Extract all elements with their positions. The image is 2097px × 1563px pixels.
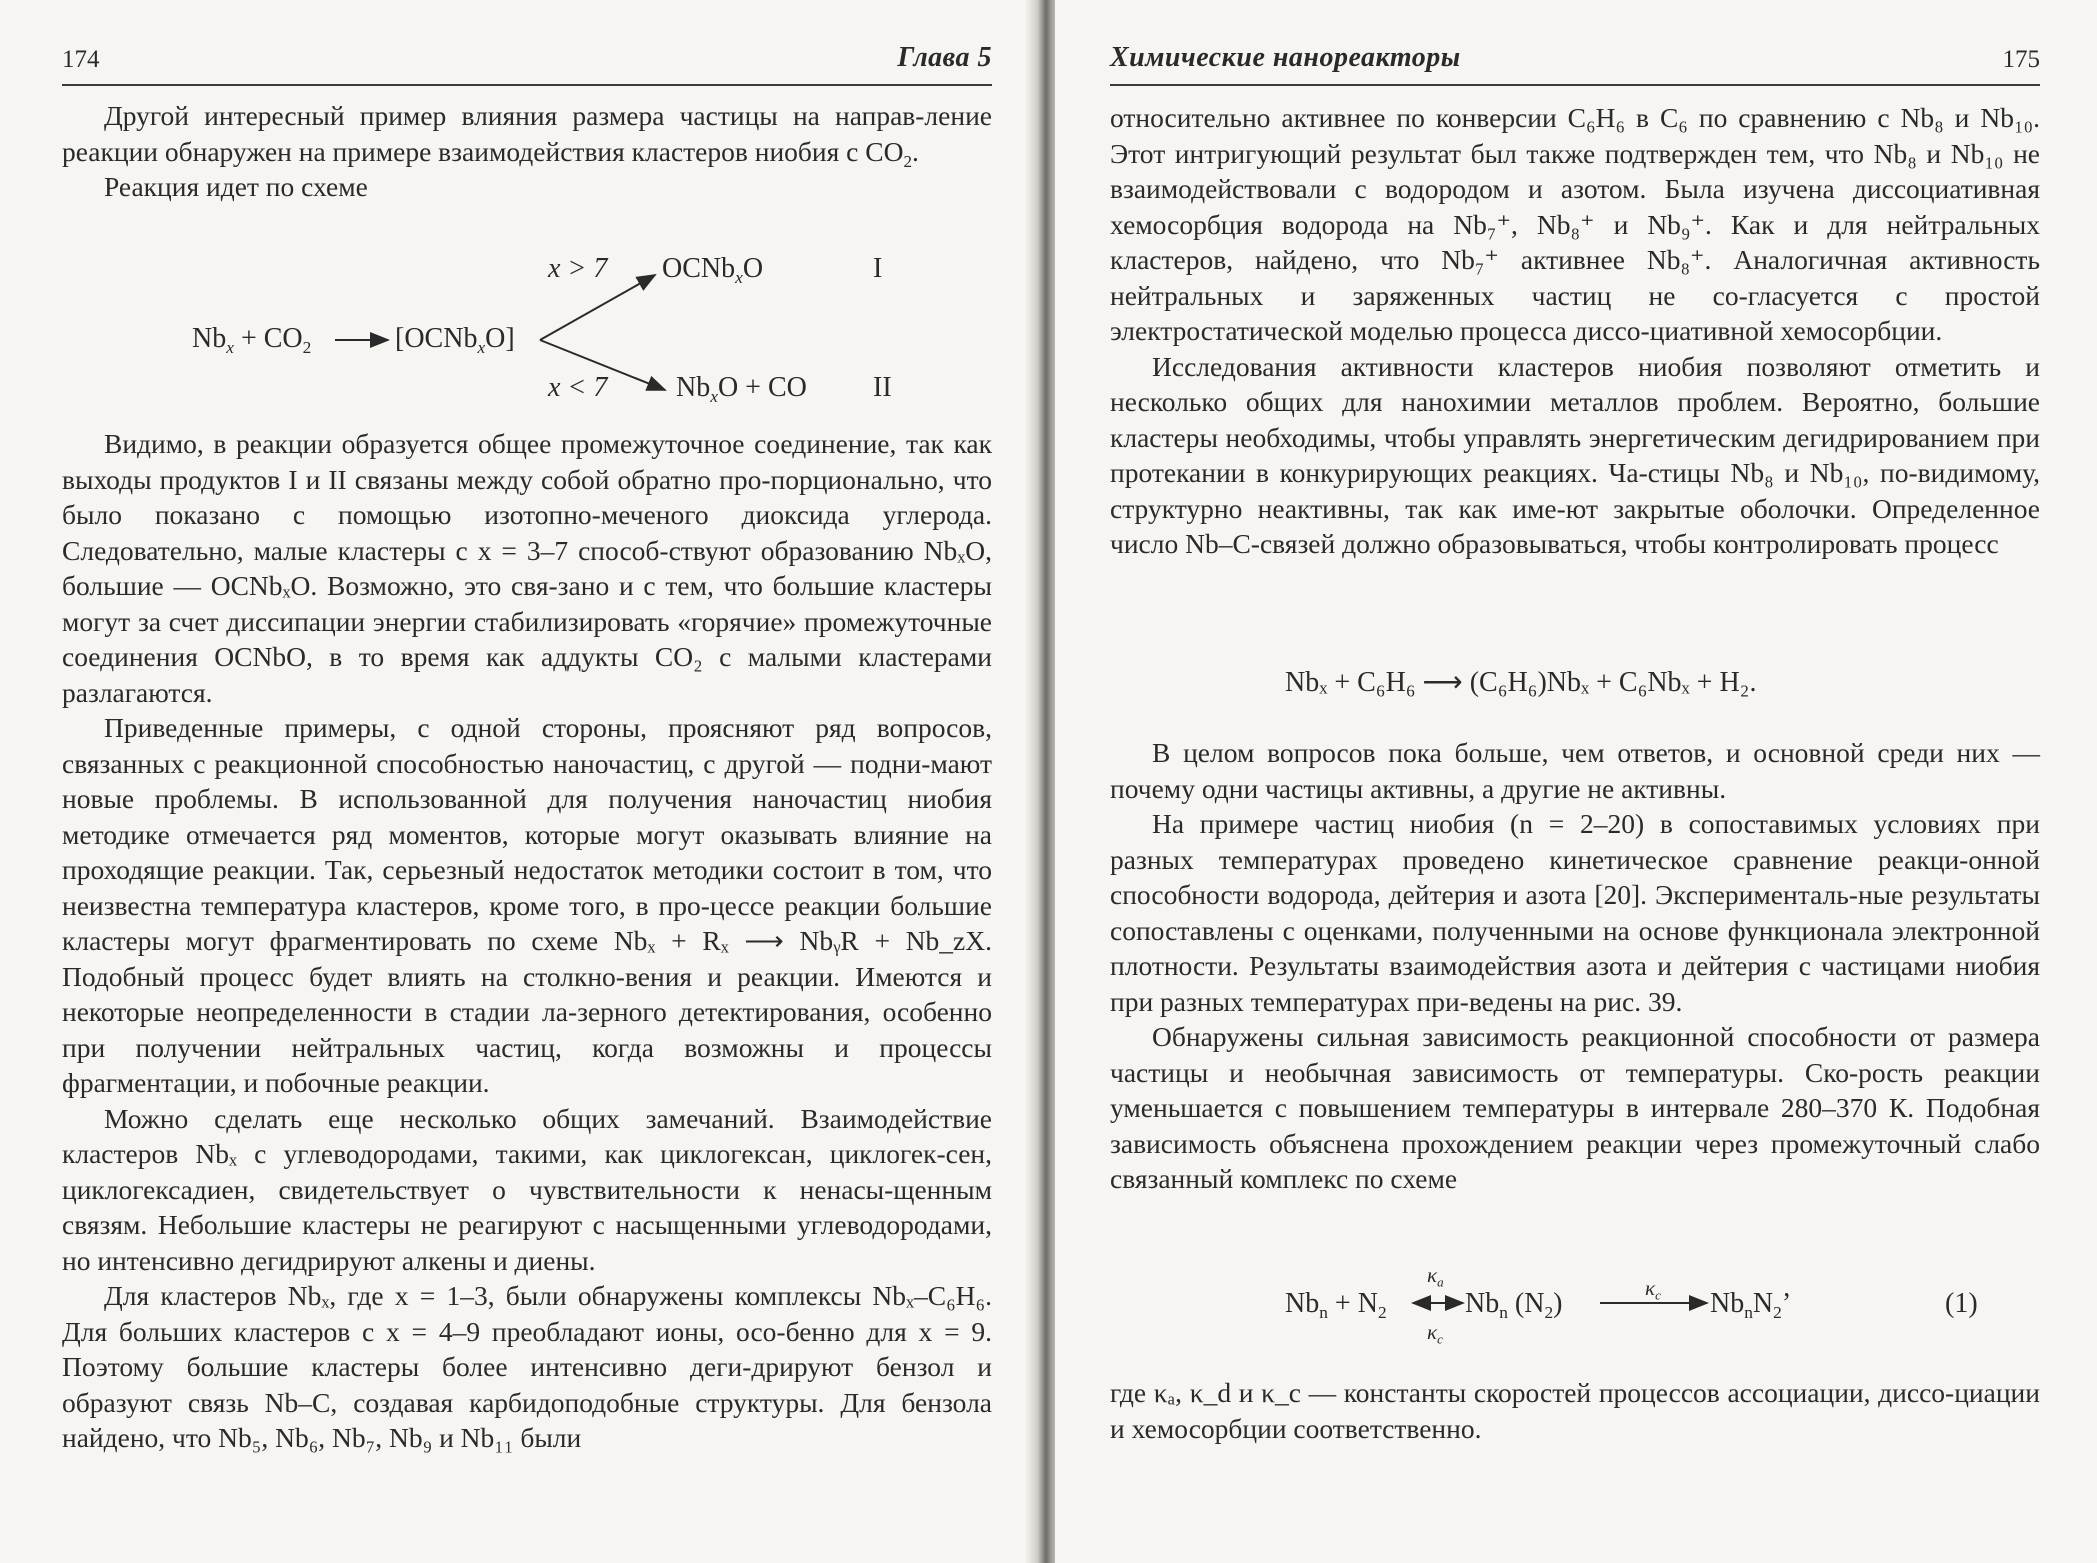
left-text-block-2 xyxy=(62,426,992,1456)
right-text-block-3 xyxy=(1110,1375,2040,1446)
paragraph: Другой интересный пример влияния размера частицы на направ-ление реакции обнаружен на примере взаимодействия кластеров ниобия с $CO_2$. xyxy=(62,100,992,171)
rate-ka: $\kappa_a$ xyxy=(1427,1263,1444,1290)
paragraph: относительно активнее по конверсии C₆H₆ в C₆ по сравнению с Nb₈ и Nb₁₀. Этот интригующий результат был также подтвержден тем, что Nb₈ и Nb₁₀ не взаимодействовали с водородом и азотом. Была изучена диссоциативная хемосорбция водорода на Nb₇⁺, Nb₈⁺ и Nb₉⁺. Как и для нейтральных кластеров, найдено, что Nb₇⁺ активнее Nb₈⁺. Аналогичная активность нейтральных и заряженных частиц не со-гласуется с простой электростатической моделью процесса диссо-циативной хемосорбции. xyxy=(1110,102,2040,346)
right-page-number: 175 xyxy=(2002,46,2040,73)
scheme-arrows xyxy=(0,0,1040,460)
scheme1-intermediate: $Nb_n$ $(N_2)$ xyxy=(1465,1288,1563,1323)
scheme1-product: $Nb_nN_2$’ xyxy=(1710,1288,1792,1323)
branch2-product: $Nb_xO$ + CO xyxy=(676,372,807,407)
branch1-label: I xyxy=(873,253,883,284)
paragraph: На примере частиц ниобия (n = 2–20) в сопоставимых условиях при разных температурах проведено кинетическое сравнение реакци-онной способности водорода, дейтерия и азота [20]. Эксперименталь-ные результаты сопоставлены с оценками, полученными на основе функционала электронной плотности. Результаты взаимодействия азота и дейтерия с частицами ниобия при разных температурах при-ведены на рис. 39. xyxy=(1110,808,2040,1017)
rate-kc: $\kappa_c$ xyxy=(1427,1320,1443,1347)
right-page xyxy=(1055,0,2097,1563)
equation-number: (1) xyxy=(1945,1288,1978,1319)
paragraph: Реакция идет по схеме xyxy=(104,171,368,202)
paragraph: Обнаружены сильная зависимость реакционной способности от размера частицы и необычная зависимость от температуры. Ско-рость реакции уменьшается с повышением температуры в интервале 280–370 К. Подобная зависимость объяснена прохождением реакции через промежуточный слабо связанный комплекс по схеме xyxy=(1110,1021,2040,1194)
paragraph: Можно сделать еще несколько общих замечаний. Взаимодействие кластеров Nbₓ с углеводородами, такими, как циклогексан, циклогек-сен, циклогексадиен, свидетельствует о чувствительности к ненасы-щенным связям. Небольшие кластеры не реагируют с насыщенными углеводородами, но интенсивно дегидрируют алкены и диены. xyxy=(62,1102,992,1276)
left-page-number: 174 xyxy=(62,46,100,73)
left-page xyxy=(0,0,1040,1563)
scheme-reactants: $Nb_x + CO_2$ xyxy=(192,323,312,358)
paragraph: где κₐ, κ_d и κ_c — константы скоростей процессов ассоциации, диссо-циации и хемосорбции соответственно. xyxy=(1110,1377,2040,1444)
branch1-product: OCNb$_x$O xyxy=(662,253,764,288)
branch1-condition: x > 7 xyxy=(548,253,608,284)
scheme-intermediate: [OCNb$_x$O] xyxy=(395,323,515,358)
paragraph: Исследования активности кластеров ниобия позволяют отметить и несколько общих для нанохимии металлов проблем. Вероятно, большие кластеры необходимы, чтобы управлять энергетическим дегидрированием при протекании в конкурирующих реакциях. Ча-стицы Nb₈ и Nb₁₀, по-видимому, структурно неактивны, так как име-ют закрытые оболочки. Определенное число Nb–C-связей должно образовываться, чтобы контролировать процесс xyxy=(1110,350,2040,559)
branch2-label: II xyxy=(873,372,892,403)
right-running-head: Химические нанореакторы xyxy=(1110,42,1461,73)
rate-kc2: $\kappa_c$ xyxy=(1645,1276,1661,1303)
left-running-head: Глава 5 xyxy=(897,42,992,73)
paragraph: Приведенные примеры, с одной стороны, проясняют ряд вопросов, связанных с реакционной способностью наночастиц, с другой — подни-мают новые проблемы. В использованной для получения наночастиц ниобия методике отмечается ряд моментов, которые могут оказывать влияние на проходящие реакции. Так, серьезный недостаток методики состоит в том, что неизвестна температура кластеров, кроме того, в про-цессе реакции большие кластеры могут фрагментировать по схеме Nbₓ + Rₓ ⟶ NbᵧR + Nb_zX. Подобный процесс будет влиять на столкно-вения и реакции. Имеются и некоторые неопределенности в стадии ла-зерного детектирования, особенно при получении нейтральных частиц, когда возможны и процессы фрагментации, и побочные реакции. xyxy=(62,712,992,1098)
formula-benzene: Nbₓ + C₆H₆ ⟶ (C₆H₆)Nbₓ + C₆Nbₓ + H₂. xyxy=(1285,667,1757,698)
scheme1-left: $Nb_n + N_2$ xyxy=(1285,1288,1387,1323)
paragraph: Видимо, в реакции образуется общее промежуточное соединение, так как выходы продуктов I и II связаны между собой обратно про-порционально, что было показано с помощью изотопно-меченого диоксида углерода. Следовательно, малые кластеры с x = 3–7 способ-ствуют образованию NbₓO, большие — OCNbₓO. Возможно, это свя-зано и с тем, что большие кластеры могут за счет диссипации энергии стабилизировать «горячие» промежуточные соединения OCNbO, в то время как аддукты CO₂ с малыми кластерами разлагаются. xyxy=(62,428,992,708)
paragraph: В целом вопросов пока больше, чем ответов, и основной среди них — почему одни частицы активны, а другие не активны. xyxy=(1110,737,2040,804)
branch2-condition: x < 7 xyxy=(548,372,608,403)
paragraph: Для кластеров Nbₓ, где x = 1–3, были обнаружены комплексы Nbₓ–C₆H₆. Для больших кластеров с x = 4–9 преобладают ионы, осо-бенно для x = 9. Поэтому большие кластеры более интенсивно деги-дрируют бензол и образуют связь Nb–C, создавая карбидоподобные структуры. Для бензола найдено, что Nb₅, Nb₆, Nb₇, Nb₉ и Nb₁₁ были xyxy=(62,1280,992,1453)
scheme1-arrows xyxy=(1055,0,2097,1400)
